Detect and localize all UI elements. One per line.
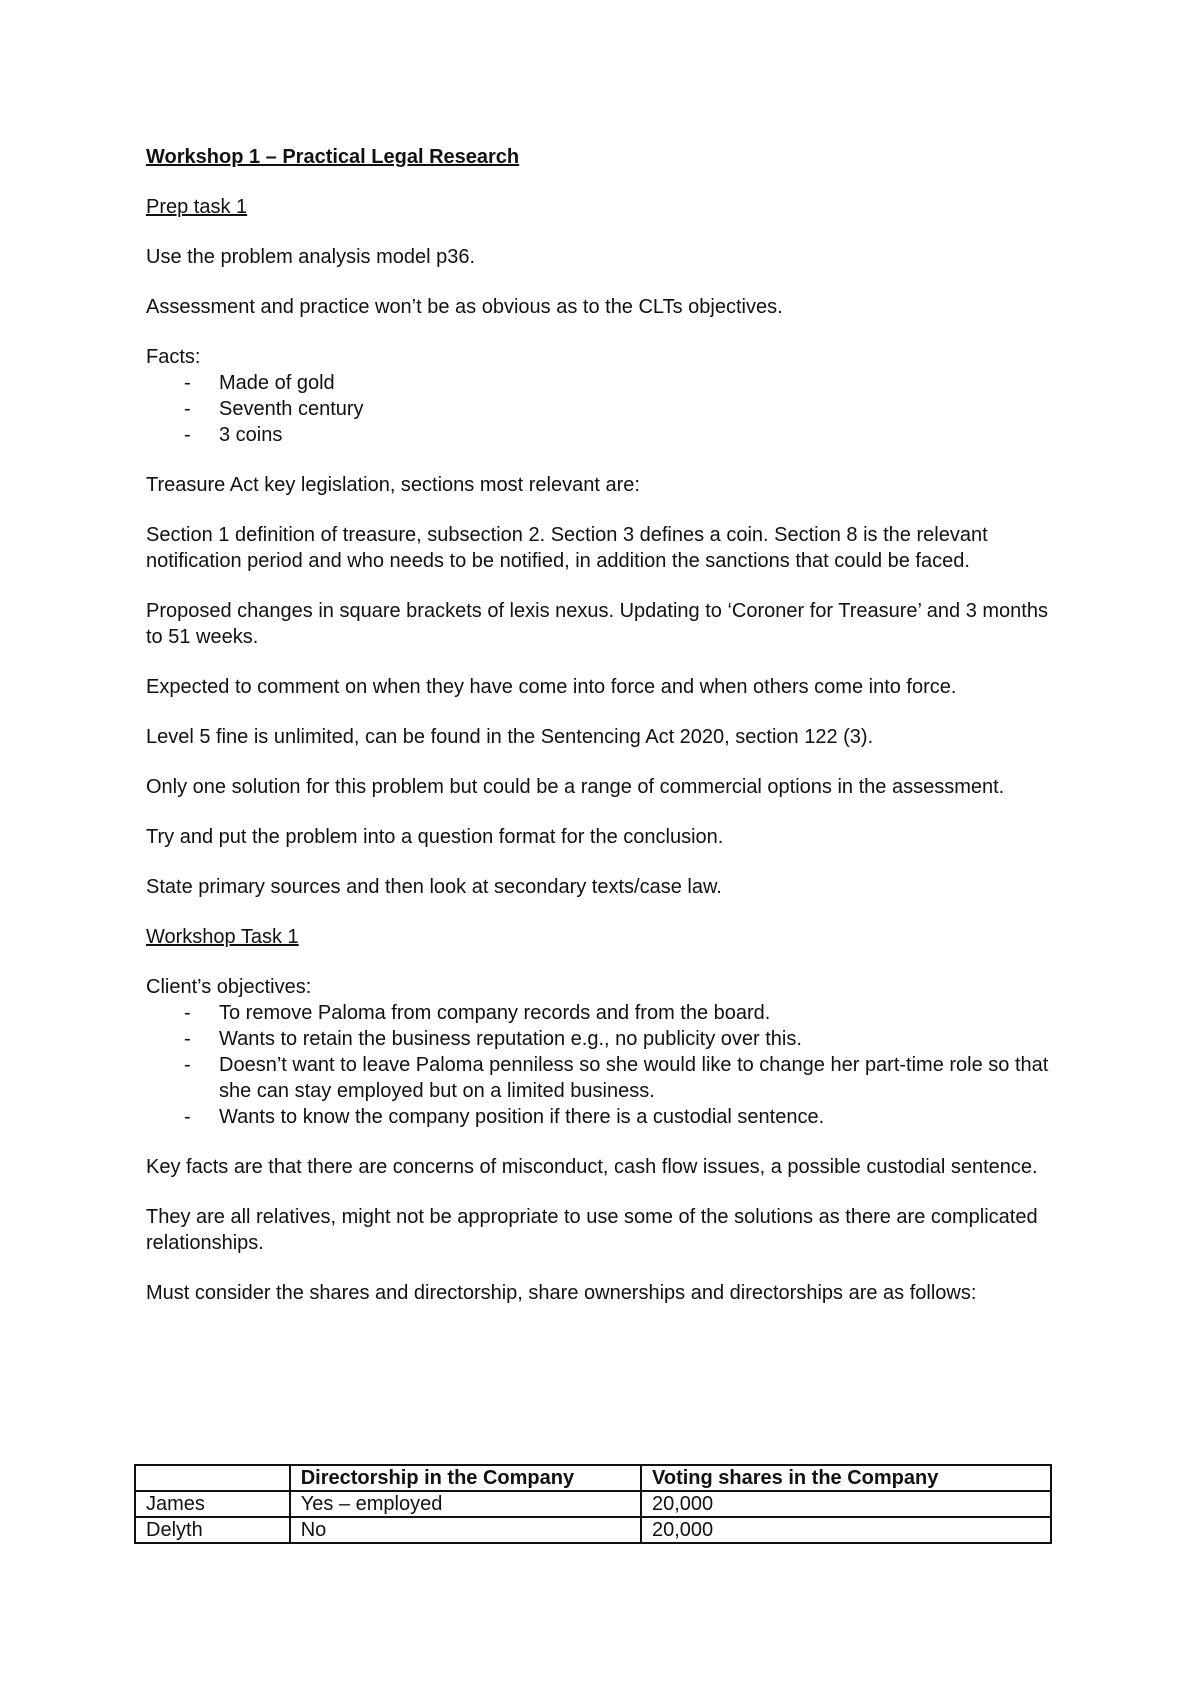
list-item: - Wants to know the company position if there is a custodial sentence. [146, 1104, 1061, 1130]
paragraph: Must consider the shares and directorship, share ownerships and directorships are as follows: [146, 1282, 977, 1304]
list-item: - Made of gold [146, 370, 1061, 396]
list-item: - To remove Paloma from company records and from the board. [146, 1000, 1061, 1026]
shares-table [134, 1464, 1052, 1544]
paragraph: State primary sources and then look at secondary texts/case law. [146, 876, 722, 898]
paragraph: Assessment and practice won’t be as obvious as to the CLTs objectives. [146, 296, 783, 318]
list-item: - 3 coins [146, 422, 1061, 448]
workshop-task-heading: Workshop Task 1 [146, 926, 299, 948]
objectives-list [146, 1000, 1061, 1130]
document-page [146, 144, 1061, 1541]
table-header-cell: Voting shares in the Company [641, 1465, 1051, 1491]
table-cell: James [135, 1491, 290, 1517]
table-cell: No [290, 1517, 641, 1543]
paragraph: Key facts are that there are concerns of misconduct, cash flow issues, a possible custodial sentence. [146, 1156, 1038, 1178]
table-cell: 20,000 [641, 1491, 1051, 1517]
paragraph: Use the problem analysis model p36. [146, 246, 476, 268]
paragraph: Try and put the problem into a question format for the conclusion. [146, 826, 724, 848]
paragraph: Only one solution for this problem but could be a range of commercial options in the assessment. [146, 776, 1005, 798]
objectives-label: Client’s objectives: [146, 976, 312, 998]
facts-label: Facts: [146, 346, 201, 368]
paragraph: Proposed changes in square brackets of lexis nexus. Updating to ‘Coroner for Treasure’ and 3 months to 51 weeks. [146, 600, 1048, 648]
paragraph: Treasure Act key legislation, sections most relevant are: [146, 474, 640, 496]
table-header-cell [135, 1465, 290, 1491]
list-item: - Seventh century [146, 396, 1061, 422]
document-title: Workshop 1 – Practical Legal Research [146, 146, 520, 168]
table-cell: Yes – employed [290, 1491, 641, 1517]
table-row [135, 1491, 1051, 1517]
table-header-cell: Directorship in the Company [290, 1465, 641, 1491]
list-item: - Doesn’t want to leave Paloma penniless so she would like to change her part-time role so that she can stay employed but on a limited business. [146, 1052, 1061, 1104]
facts-list [146, 370, 1061, 448]
paragraph: They are all relatives, might not be appropriate to use some of the solutions as there are complicated relationships. [146, 1206, 1038, 1254]
table-cell: Delyth [135, 1517, 290, 1543]
paragraph: Section 1 definition of treasure, subsection 2. Section 3 defines a coin. Section 8 is the relevant notification period and who needs to be notified, in addition the sanctions that could be faced. [146, 524, 988, 572]
paragraph: Expected to comment on when they have come into force and when others come into force. [146, 676, 957, 698]
list-item: - Wants to retain the business reputation e.g., no publicity over this. [146, 1026, 1061, 1052]
table-row [135, 1517, 1051, 1543]
prep-task-heading: Prep task 1 [146, 196, 248, 218]
table-header-row [135, 1465, 1051, 1491]
paragraph: Level 5 fine is unlimited, can be found in the Sentencing Act 2020, section 122 (3). [146, 726, 874, 748]
table-cell: 20,000 [641, 1517, 1051, 1543]
